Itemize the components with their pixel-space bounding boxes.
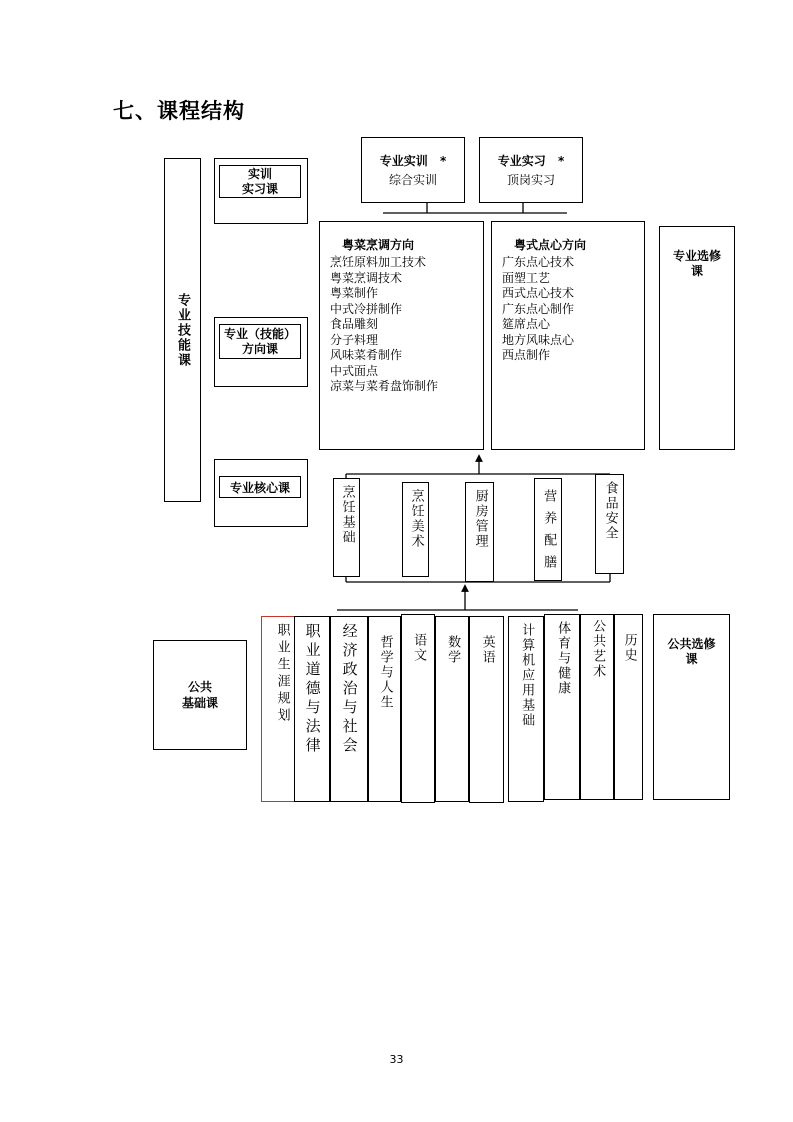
list-item: 西点制作 — [502, 348, 551, 362]
pastry-direction-box — [491, 221, 645, 450]
public-elective-box — [653, 614, 730, 800]
list-item: 凉菜与菜肴盘饰制作 — [330, 379, 439, 393]
public-elective-line2: 课 — [685, 652, 698, 666]
core-item-label: 食品安全 — [602, 481, 618, 541]
direction-course-box — [214, 317, 308, 387]
pastry-course-list — [502, 255, 644, 364]
training-course-label — [219, 165, 301, 198]
core-item-label: 营养配膳 — [541, 489, 557, 577]
core-item-box — [595, 474, 624, 574]
training-top-title: 专业实训 — [379, 154, 428, 168]
public-item-box — [544, 614, 580, 800]
public-item-label: 历史 — [621, 633, 637, 663]
professional-skill-box — [164, 158, 201, 502]
public-item-box — [294, 616, 330, 802]
list-item: 食品雕刻 — [330, 317, 379, 331]
public-item-box — [508, 616, 544, 802]
core-item-box — [333, 478, 360, 577]
pastry-direction-title: 粤式点心方向 — [514, 238, 587, 252]
core-item-label: 厨房管理 — [472, 489, 488, 549]
public-item-label: 语文 — [411, 633, 427, 663]
training-course-box — [214, 158, 308, 224]
public-item-box — [368, 616, 401, 802]
direction-course-label — [219, 324, 301, 359]
internship-top-sub: 顶岗实习 — [506, 173, 555, 187]
page-number: 33 — [389, 1053, 404, 1066]
list-item: 粤菜烹调技术 — [330, 270, 403, 285]
core-course-box — [214, 459, 308, 527]
public-item-label: 英语 — [479, 635, 495, 665]
training-top-box — [361, 137, 465, 203]
internship-top-marker: * — [557, 154, 565, 168]
internship-top-box — [479, 137, 583, 203]
direction-course-line1: 专业（技能） — [223, 326, 296, 341]
training-top-sub: 综合实训 — [388, 173, 437, 187]
internship-top-title: 专业实习 — [497, 154, 546, 168]
public-item-box — [435, 616, 469, 802]
public-item-label: 数学 — [445, 635, 461, 665]
list-item: 中式冷拼制作 — [330, 301, 403, 316]
list-item: 分子料理 — [330, 332, 379, 347]
list-item: 广东点心技术 — [502, 255, 575, 269]
direction-course-line2: 方向课 — [241, 341, 278, 356]
public-elective-line1: 公共选修 — [667, 637, 716, 651]
public-item-label: 公共艺术 — [590, 619, 606, 679]
training-course-line2: 实习课 — [241, 181, 278, 196]
list-item: 风味菜肴制作 — [330, 348, 403, 362]
public-item-label: 职业生涯规划 — [274, 623, 290, 725]
list-item: 筵席点心 — [502, 317, 551, 331]
public-item-box — [401, 614, 435, 803]
training-course-line1: 实训 — [247, 166, 272, 181]
public-basic-line1: 公共 — [187, 680, 212, 694]
core-item-box — [534, 478, 562, 581]
list-item: 地方风味点心 — [502, 332, 575, 347]
list-item: 面塑工艺 — [502, 270, 551, 285]
public-item-box — [469, 616, 504, 803]
public-item-box — [330, 616, 368, 802]
public-item-box — [580, 614, 614, 800]
list-item: 西式点心技术 — [502, 286, 575, 300]
public-basic-line2: 基础课 — [181, 696, 218, 710]
professional-skill-label: 专业技能课 — [175, 292, 190, 368]
professional-elective-line2: 课 — [690, 264, 703, 278]
core-course-label: 专业核心课 — [219, 476, 301, 498]
cantonese-direction-title: 粤菜烹调方向 — [342, 238, 415, 252]
professional-elective-line1: 专业选修 — [672, 249, 721, 263]
public-item-label: 体育与健康 — [555, 621, 571, 696]
training-top-marker: * — [439, 154, 447, 168]
cantonese-direction-box — [319, 221, 484, 450]
core-item-box — [465, 482, 494, 582]
list-item: 广东点心制作 — [502, 301, 575, 316]
list-item: 粤菜制作 — [330, 286, 379, 300]
public-item-label: 哲学与人生 — [377, 635, 393, 710]
public-item-label: 职业道德与法律 — [303, 623, 322, 756]
cantonese-course-list — [330, 255, 483, 395]
core-item-label: 烹饪基础 — [339, 485, 355, 545]
public-basic-box — [153, 640, 247, 750]
section-title: 七、课程结构 — [113, 99, 245, 123]
public-item-label: 经济政治与社会 — [340, 623, 359, 756]
public-item-label: 计算机应用基础 — [519, 623, 535, 728]
public-item-box — [614, 614, 643, 800]
core-item-box — [402, 482, 429, 577]
list-item: 中式面点 — [330, 363, 379, 378]
list-item: 烹饪原料加工技术 — [330, 255, 427, 269]
core-item-label: 烹饪美术 — [408, 489, 424, 549]
professional-elective-box — [659, 226, 735, 450]
